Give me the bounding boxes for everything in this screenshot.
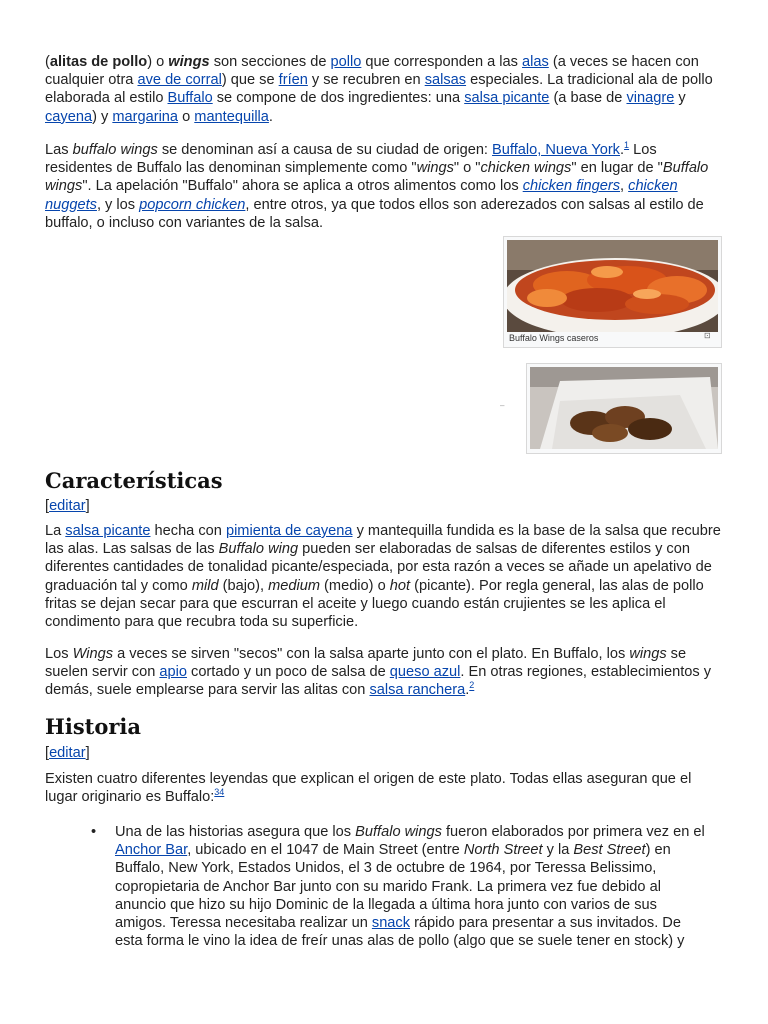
- bold-term-wings: wings: [168, 54, 210, 70]
- intro-paragraph-2: Las buffalo wings se denominan así a causa de su ciudad de origen: Buffalo, Nueva York.$^1$ Los residentes de Buffalo las denominan simplemente como "wings" o "chicken wings" en lugar de "Buffalo wings". La apelación "Buffalo" ahora se aplica a otros alimentos como los chicken fingers, chicken nuggets, y los popcorn chicken, entre otros, ya que todos ellos son aderezados con salsas al estilo de buffalo, o incluso con variantes de la salsa.: [45, 140, 709, 231]
- thumbnail-marker: –: [500, 401, 505, 410]
- link-popcorn-chicken[interactable]: popcorn chicken: [139, 196, 246, 213]
- bullet-icon: •: [91, 824, 97, 840]
- link-margarina[interactable]: margarina: [112, 108, 179, 125]
- link-chicken-nuggets[interactable]: chicken nuggets: [45, 178, 678, 213]
- heading-historia: Historia: [45, 714, 141, 739]
- link-salsas[interactable]: salsas: [424, 72, 467, 89]
- figure-caption: Buffalo Wings caseros: [509, 333, 599, 343]
- edit-link-caracteristicas: [editar]: [45, 498, 90, 514]
- historia-list: [0, 823, 710, 950]
- link-ave-de-corral[interactable]: ave de corral: [137, 72, 222, 89]
- link-apio[interactable]: apio: [159, 664, 187, 681]
- link-cayena[interactable]: cayena: [45, 108, 93, 125]
- link-chicken-fingers[interactable]: chicken fingers: [522, 178, 621, 195]
- link-pimienta-de-cayena[interactable]: pimienta de cayena: [225, 523, 353, 539]
- reference-34[interactable]: 34: [214, 787, 225, 798]
- link-snack[interactable]: snack: [371, 915, 411, 932]
- historia-paragraph-1: Existen cuatro diferentes leyendas que explican el origen de este plato. Todas ellas aseguran que el lugar originario es Buffalo:$^{34}$: [45, 771, 692, 806]
- expand-icon[interactable]: ⊡: [704, 331, 711, 340]
- edit-button-caracteristicas[interactable]: editar: [49, 498, 86, 514]
- wings-box-photo: [530, 367, 718, 449]
- link-vinagre[interactable]: vinagre: [626, 90, 675, 107]
- figure-buffalo-wings[interactable]: [503, 236, 722, 348]
- link-salsa-picante[interactable]: salsa picante: [464, 90, 550, 107]
- link-buffalo[interactable]: Buffalo: [167, 90, 213, 107]
- link-salsa-picante-2[interactable]: salsa picante: [65, 523, 151, 539]
- link-salsa-ranchera[interactable]: salsa ranchera: [369, 682, 466, 699]
- link-alas[interactable]: alas: [522, 54, 549, 70]
- caracteristicas-paragraph-1: La salsa picante hecha con pimienta de cayena y mantequilla fundida es la base de la salsa que recubre las alas. Las salsas de las Buffalo wing pueden ser elaboradas de salsas de diferentes estilos y con diferentes cantidades de tonalidad picante/especiada, por esta razón a veces se añade un apelativo de graduación tal y como mild (bajo), medium (medio) o hot (picante). Por regla general, las alas de pollo fritas se dejan secar para que escurran el aceite y luego cuando están crujientes se les aplica el condimento para que recubra toda su superficie.: [45, 523, 721, 631]
- reference-1[interactable]: 1: [624, 140, 630, 151]
- bold-term-alitas: alitas de pollo: [49, 54, 148, 70]
- figure-wings-box[interactable]: [526, 363, 722, 454]
- link-queso-azul[interactable]: queso azul: [389, 664, 461, 681]
- heading-caracteristicas: Características: [45, 468, 223, 493]
- link-mantequilla[interactable]: mantequilla: [194, 108, 269, 125]
- reference-2[interactable]: 2: [469, 680, 475, 691]
- link-frien[interactable]: fríen: [278, 72, 308, 89]
- intro-paragraph-1: (alitas de pollo) o wings son secciones de pollo que corresponden a las alas (a veces se hacen con cualquier otra ave de corral) que se fríen y se recubren en salsas especiales. La tradicional ala de pollo elaborada al estilo Buffalo se compone de dos ingredientes: una salsa picante (a base de vinagre y cayena) y margarina o mantequilla.: [45, 54, 713, 125]
- caracteristicas-paragraph-2: Los Wings a veces se sirven "secos" con la salsa aparte junto con el plato. En Buffalo, los wings se suelen servir con apio cortado y un poco de salsa de queso azul. En otras regiones, establecimientos y demás, suele emplearse para servir las alitas con salsa ranchera.$^2$: [45, 646, 712, 699]
- list-item: • Una de las historias asegura que los Buffalo wings fueron elaborados por primera vez en el Anchor Bar, ubicado en el 1047 de Main Street (entre North Street y la Best Street) en Buffalo, New York, Estados Unidos, el 3 de octubre de 1964, por Teressa Belissimo, copropietaria de Anchor Bar junto con su marido Frank. La primera vez fue debido al anuncio que hizo su hijo Dominic de la llegada a última hora junto con varios de sus amigos. Teressa necesitaba realizar un snack rápido para presentar a sus invitados. De esta forma le vino la idea de freír unas alas de pollo (algo que se suele tener en stock) y: [91, 824, 705, 950]
- buffalo-wings-photo: [507, 240, 718, 332]
- link-pollo[interactable]: pollo: [330, 54, 362, 70]
- link-buffalo-nueva-york[interactable]: Buffalo, Nueva York: [492, 142, 620, 158]
- edit-link-historia: [editar]: [45, 745, 90, 761]
- link-anchor-bar[interactable]: Anchor Bar: [115, 842, 188, 859]
- edit-button-historia[interactable]: editar: [49, 745, 86, 761]
